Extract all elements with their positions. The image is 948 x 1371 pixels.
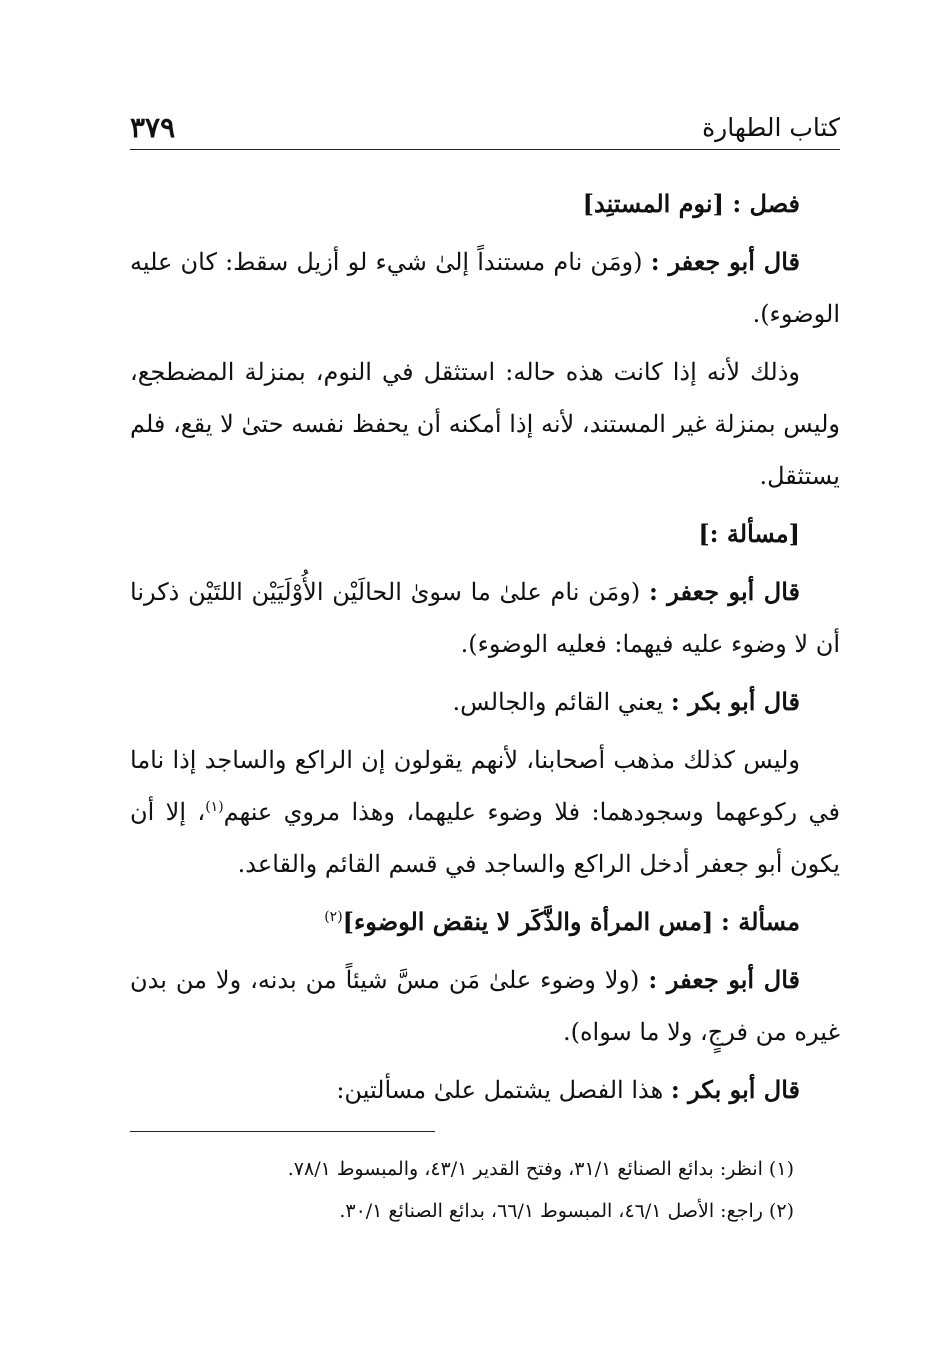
footnote-ref[interactable]: (٢) [324,909,343,925]
speaker-label: قال أبو بكر : [670,687,800,716]
main-text [130,178,840,1122]
paragraph [130,566,840,670]
paragraph-text: ، إلا أن يكون أبو جعفر أدخل الراكع والساجد في قسم القائم والقاعد. [130,798,840,878]
paragraph [130,236,840,340]
section-title: [مسألة :] [698,519,800,548]
footnote-ref[interactable]: (١) [205,799,224,815]
section-title: [مس المرأة والذَّكَر لا ينقض الوضوء] [342,907,714,936]
speaker-label: قال أبو جعفر : [648,965,800,994]
paragraph [130,346,840,502]
paragraph [130,734,840,890]
paragraph-text: يعني القائم والجالس. [452,688,664,716]
paragraph-text: (ولا وضوء علىٰ مَن مسَّ شيئاً من بدنه، ولا من بدن غيره من فرجٍ، ولا ما سواه). [130,966,840,1046]
paragraph-text: (ومَن نام علىٰ ما سوىٰ الحالَيْن الأُوْلَيَيْن اللتَيْن ذكرنا أن لا وضوء عليه فيهما: فعليه الوضوء). [130,578,840,658]
speaker-label: قال أبو جعفر : [650,247,800,276]
running-header [130,104,840,144]
book-title: كتاب الطهارة [702,113,840,142]
paragraph-text: وذلك لأنه إذا كانت هذه حاله: استثقل في النوم، بمنزلة المضطجع، وليس بمنزلة غير المستند، لأنه إذا أمكنه أن يحفظ نفسه حتىٰ لا يقع، فلم يستثقل. [130,358,840,490]
section-heading-touch [130,896,840,948]
paragraph [130,676,840,728]
footnote-separator [130,1131,435,1132]
paragraph-text: وليس كذلك مذهب أصحابنا، لأنهم يقولون إن الراكع والساجد إذا ناما في ركوعهما وسجودهما: فلا وضوء عليهما، وهذا مروي عنهم [130,746,840,826]
paragraph-text: هذا الفصل يشتمل علىٰ مسألتين: [336,1076,664,1104]
speaker-label: قال أبو بكر : [670,1075,800,1104]
paragraph [130,954,840,1058]
speaker-label: قال أبو جعفر : [648,577,800,606]
footnote-2: (٢) راجع: الأصل ٤٦/١، المبسوط ٦٦/١، بدائع الصنائع ٣٠/١. [339,1200,794,1222]
header-rule [130,149,840,150]
page-number: ٣٧٩ [130,111,176,144]
book-page [130,0,840,1371]
section-label: مسألة : [721,907,800,936]
section-heading-issue [130,508,840,560]
section-title: فصل : [نوم المستنِد] [582,189,800,218]
footnotes [130,1148,840,1232]
paragraph-text: (ومَن نام مستنداً إلىٰ شيء لو أزيل سقط: كان عليه الوضوء). [130,248,840,328]
footnote-1: (١) انظر: بدائع الصنائع ٣١/١، وفتح القدير ٤٣/١، والمبسوط ٧٨/١. [287,1158,794,1180]
section-heading-leaning-sleep [130,178,840,230]
paragraph [130,1064,840,1116]
